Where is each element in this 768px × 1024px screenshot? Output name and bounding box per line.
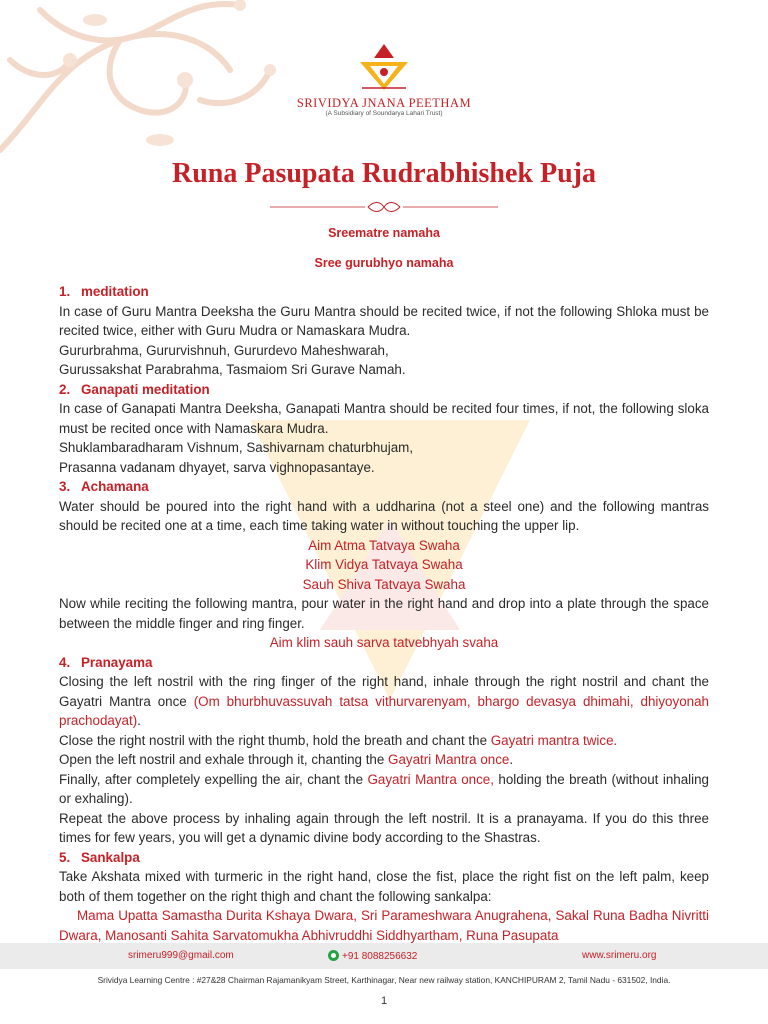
paragraph: In case of Guru Mantra Deeksha the Guru Mantra should be recited twice, if not the following Shloka must be recited twice, either with Guru Mudra or Namaskara Mudra. xyxy=(59,303,709,338)
verse-line: Gururbrahma, Gururvishnuh, Gururdevo Maheshwarah, xyxy=(59,342,389,358)
footer-phone[interactable]: +91 8088256632 xyxy=(328,950,417,962)
title-divider xyxy=(270,200,498,214)
section-heading: 4. Pranayama xyxy=(59,654,153,670)
section-heading: 5. Sankalpa xyxy=(59,849,140,865)
paragraph: Water should be poured into the right hand with a uddharina (not a steel one) and the following mantras should be recited one at a time, each time taking water in without touching the upper lip. xyxy=(59,498,709,533)
mantra-line: Klim Vidya Tatvaya Swaha xyxy=(305,557,463,572)
floral-ornament xyxy=(0,0,300,170)
mantra-line: Aim Atma Tatvaya Swaha xyxy=(308,537,460,553)
section-heading: 2. Ganapati meditation xyxy=(59,381,210,397)
page-title: Runa Pasupata Rudrabhishek Puja xyxy=(171,158,597,189)
paragraph: Closing the left nostril with the ring finger of the right hand, inhale through the right nostril and chant the Gayatri Mantra once (Om bhurbhuvassuvah tatsa vithurvarenyam, bhargo devasya dhimahi, dhiyoyonah prachodayat). xyxy=(59,674,709,728)
footer-address: Srividya Learning Centre : #27&28 Chairman Rajamanikyam Street, Karthinagar, Near new railway station, KANCHIPURAM 2, Tamil Nadu - 631502, India. xyxy=(97,975,671,985)
paragraph: Repeat the above process by inhaling again through the left nostril. It is a pranayama. If you do this three times for few years, you will get a dynamic divine body according to the Shastras. xyxy=(59,810,709,845)
peetham-logo-icon xyxy=(356,42,412,92)
page-number: 1 xyxy=(380,995,388,1007)
verse-line: Gurussakshat Parabrahma, Tasmaiom Sri Gurave Namah. xyxy=(59,362,406,377)
org-name: SRIVIDYA JNANA PEETHAM xyxy=(296,96,472,110)
paragraph: Now while reciting the following mantra, pour water in the right hand and drop into a plate through the space between the middle finger and ring finger. xyxy=(59,596,709,631)
section-heading: 1. meditation xyxy=(59,284,149,299)
whatsapp-icon xyxy=(328,950,339,961)
invocation-1: Sreematre namaha xyxy=(328,226,440,240)
mantra-line: Aim klim sauh sarva tatvebhyah svaha xyxy=(269,635,499,650)
section-heading: 3. Achamana xyxy=(59,479,149,494)
org-subtitle: (A Subsidiary of Soundarya Lahari Trust) xyxy=(325,110,443,117)
paragraph: Take Akshata mixed with turmeric in the right hand, close the fist, place the right fist on the left palm, keep both of them together on the right thigh and chant the following sankalpa: xyxy=(59,869,709,904)
paragraph: Open the left nostril and exhale through it, chanting the Gayatri Mantra once. xyxy=(59,752,514,767)
verse-line: Prasanna vadanam dhyayet, sarva vighnopasantaye. xyxy=(59,459,375,475)
footer-website[interactable]: www.srimeru.org xyxy=(582,950,657,961)
invocation-2: Sree gurubhyo namaha xyxy=(314,256,454,270)
document-body xyxy=(59,282,709,945)
verse-line: Shuklambaradharam Vishnum, Sashivarnam chaturbhujam, xyxy=(59,440,414,455)
mantra-line: Sauh Shiva Tatvaya Swaha xyxy=(302,576,466,592)
paragraph: In case of Ganapati Mantra Deeksha, Ganapati Mantra should be recited four times, if not, the following sloka must be recited once with Namaskara Mudra. xyxy=(59,401,709,436)
sankalpa-text: Mama Upatta Samastha Durita Kshaya Dwara, Sri Parameshwara Anugrahena, Sakal Runa Badha Nivritti Dwara, Manosanti Sahita Sarvatomukha Abhivruddhi Siddhyartham, Runa Pasupata xyxy=(59,908,709,943)
paragraph: Close the right nostril with the right thumb, hold the breath and chant the Gayatri mantra twice. xyxy=(59,732,618,748)
paragraph: Finally, after completely expelling the air, chant the Gayatri Mantra once, holding the breath (without inhaling or exhaling). xyxy=(59,771,710,806)
footer-email[interactable]: srimeru999@gmail.com xyxy=(128,950,234,961)
